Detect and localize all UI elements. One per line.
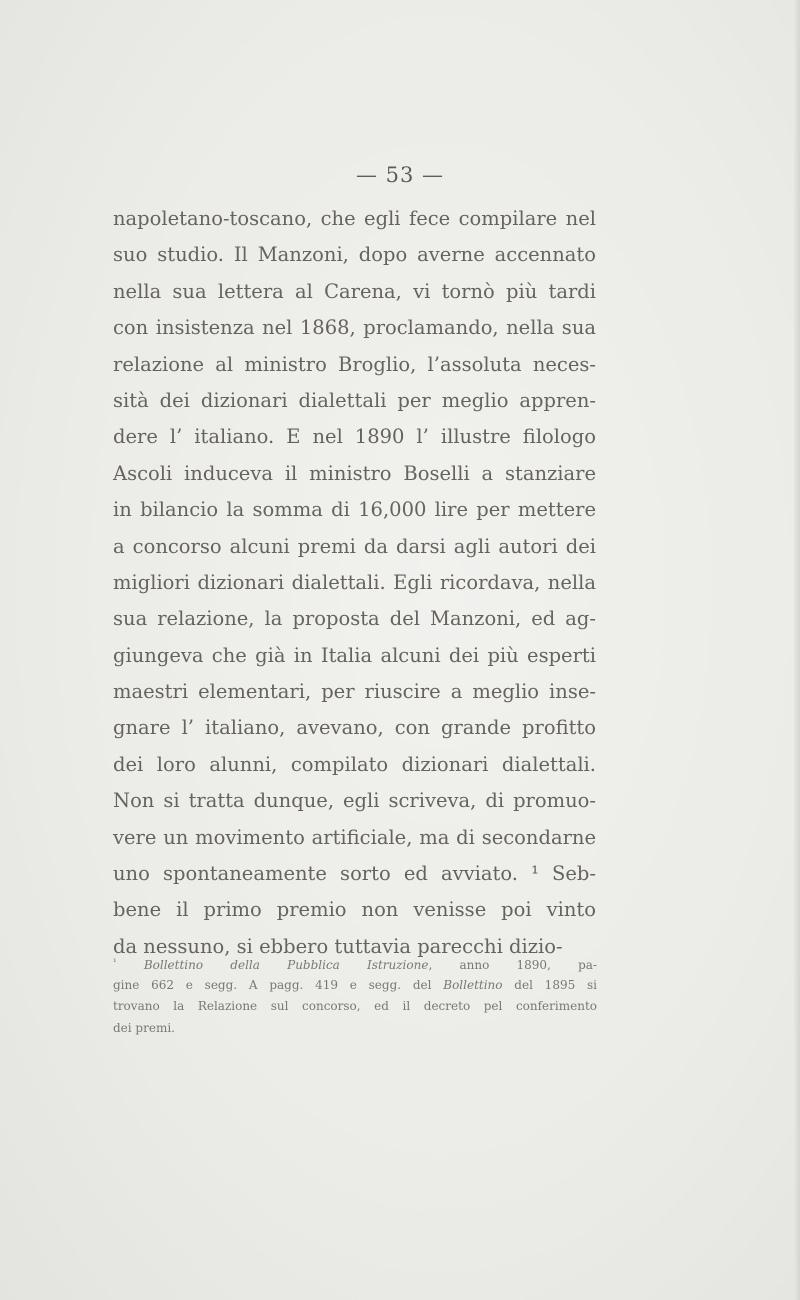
body-line: a concorso alcuni premi da darsi agli autori dei [113, 534, 596, 558]
body-line: sua relazione, la proposta del Manzoni, ed ag- [113, 607, 596, 631]
body-line: vere un movimento artificiale, ma di secondarne [113, 825, 596, 849]
footnote-line [113, 953, 597, 975]
body-line: gnare l’ italiano, avevano, con grande profitto [113, 716, 596, 740]
footnote-text: del 1895 si [502, 977, 597, 992]
footnote-text: , anno 1890, pa- [428, 958, 597, 972]
body-line: Non si tratta dunque, egli scriveva, di promuo- [113, 789, 596, 813]
page-number: — 53 — [355, 163, 445, 187]
body-line: nella sua lettera al Carena, vi tornò più tardi [113, 279, 596, 303]
footnote-line: dei premi. [113, 1020, 175, 1035]
body-line: dei loro alunni, compilato dizionari dialettali. [113, 752, 596, 776]
footnote-journal-title: Bollettino [443, 977, 503, 992]
footnote-marker: ¹ [113, 958, 117, 968]
body-line: uno spontaneamente sorto ed avviato. ¹ Seb- [113, 862, 596, 886]
body-line: dere l’ italiano. E nel 1890 l’ illustre filologo [113, 425, 596, 449]
page-edge [794, 0, 800, 1300]
footnote-text: gine 662 e segg. A pagg. 419 e segg. del [113, 977, 444, 992]
body-line: relazione al ministro Broglio, l’assoluta neces- [113, 352, 596, 376]
footnote-journal-title: Bollettino della Pubblica Istruzione [143, 958, 429, 972]
body-line: in bilancio la somma di 16,000 lire per mettere [113, 498, 596, 522]
body-line: suo studio. Il Manzoni, dopo averne accennato [113, 243, 596, 267]
body-line: napoletano-toscano, che egli fece compilare nel [113, 207, 596, 230]
body-line: da nessuno, si ebbero tuttavia parecchi dizio- [113, 934, 563, 958]
body-line: bene il primo premio non venisse poi vinto [113, 898, 596, 922]
footnote-line: trovano la Relazione sul concorso, ed il decreto pel conferimento [113, 999, 597, 1014]
body-line: Ascoli induceva il ministro Boselli a stanziare [113, 461, 596, 485]
body-line: maestri elementari, per riuscire a meglio inse- [113, 680, 596, 704]
footnote-line [113, 975, 597, 997]
body-text [113, 201, 596, 965]
footnote [113, 953, 597, 1039]
body-line: migliori dizionari dialettali. Egli ricordava, nella [113, 570, 596, 594]
body-line: giungeva che già in Italia alcuni dei più esperti [113, 643, 596, 667]
body-line: con insistenza nel 1868, proclamando, nella sua [113, 316, 596, 340]
body-line: sità dei dizionari dialettali per meglio appren- [113, 388, 596, 412]
